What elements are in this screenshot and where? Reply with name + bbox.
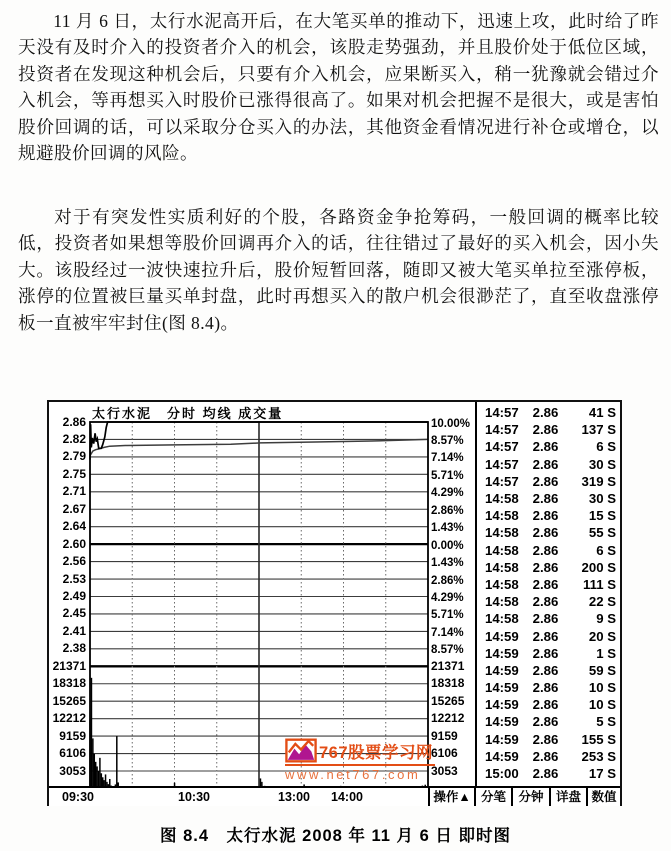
transaction-price: 2.86 [532,748,559,764]
transaction-price: 2.86 [532,662,559,678]
paragraph-1 [18,8,659,166]
transaction-price: 2.86 [532,594,559,610]
net767-logo-icon [285,738,317,763]
transaction-volume: 5 S [596,714,616,730]
percent-axis-label: 8.57% [431,434,464,447]
tab-by-minute[interactable]: 分钟 [511,788,549,806]
transaction-row[interactable] [477,473,622,490]
price-axis-label: 2.49 [62,589,86,603]
transaction-volume: 6 S [596,439,616,455]
volume-axis-label: 12212 [431,711,465,726]
tab-order-detail[interactable]: 详盘 [549,788,586,806]
transaction-time: 14:58 [485,576,519,592]
transaction-volume: 6 S [596,542,616,558]
transaction-price: 2.86 [532,439,559,455]
transaction-volume: 9 S [596,611,616,627]
transaction-time: 14:58 [485,508,519,524]
transaction-volume: 41 S [588,405,616,421]
transaction-time: 14:59 [485,697,519,713]
price-axis-label: 2.75 [62,466,86,481]
transaction-time: 14:57 [485,422,519,438]
transaction-time: 14:58 [485,594,519,610]
transaction-price: 2.86 [532,405,559,421]
transaction-volume: 30 S [588,456,616,472]
figure-caption: 图 8.4 太行水泥 2008 年 11 月 6 日 即时图 [160,827,511,845]
transaction-time: 14:57 [485,473,519,489]
percent-axis-label: 0.00% [431,539,464,552]
transaction-row[interactable] [477,662,622,679]
percent-axis-label: 7.14% [431,452,464,465]
time-axis-label-1030: 10:30 [178,790,210,804]
transaction-volume: 137 S [581,422,616,438]
volume-axis-label: 15265 [52,693,86,708]
transaction-volume: 200 S [581,559,616,575]
volume-bar [91,678,93,791]
volume-axis-label: 9159 [59,728,86,743]
transaction-price: 2.86 [532,542,559,558]
transaction-time: 14:58 [485,611,519,627]
transaction-price: 2.86 [532,559,559,575]
transaction-price: 2.86 [532,611,559,627]
transaction-row[interactable] [477,593,622,610]
transaction-time: 14:59 [485,714,519,730]
transaction-row[interactable] [477,456,622,473]
price-axis-label: 2.56 [62,554,86,569]
transaction-time: 14:57 [485,439,519,455]
transaction-price: 2.86 [532,576,559,592]
volume-axis-label: 6106 [59,746,86,761]
transaction-price: 2.86 [532,508,559,524]
price-axis-label: 2.64 [62,519,86,534]
volume-axis-label: 21371 [52,658,86,673]
volume-axis-label: 9159 [431,728,458,743]
transaction-row[interactable] [477,524,622,541]
transaction-time: 14:58 [485,559,519,575]
action-sort-button[interactable]: 操作▲ [428,788,474,806]
transaction-row[interactable] [477,679,622,696]
transaction-price: 2.86 [532,422,559,438]
transaction-time: 14:59 [485,662,519,678]
transaction-time: 14:58 [485,542,519,558]
volume-bar [92,738,94,791]
transaction-list [475,402,622,786]
percent-axis-label: 7.14% [431,626,464,639]
transaction-volume: 20 S [588,628,616,644]
transaction-row[interactable] [477,542,622,559]
percent-axis-label: 2.86% [431,504,464,517]
transaction-time: 14:59 [485,731,519,747]
tab-values[interactable]: 数值 [586,788,620,806]
transaction-volume: 55 S [588,525,616,541]
percent-axis-label: 8.57% [431,644,464,657]
transaction-volume: 30 S [588,491,616,507]
time-axis-label-0930: 09:30 [62,790,94,804]
transaction-time: 14:58 [485,491,519,507]
percent-axis-label: 5.71% [431,609,464,622]
price-axis-label: 2.71 [62,484,86,499]
time-axis-label-1400: 14:00 [331,790,363,804]
transaction-price: 2.86 [532,731,559,747]
volume-axis-label: 18318 [431,676,465,691]
transaction-volume: 319 S [581,473,616,489]
price-axis-label: 2.82 [62,431,86,446]
transaction-row[interactable] [477,404,622,421]
transaction-row[interactable] [477,731,622,748]
chart-title: 太行水泥 分时 均线 成交量 [92,406,284,421]
chart-bottom-bar [49,786,620,806]
percent-axis-label: 1.43% [431,522,464,535]
transaction-volume: 22 S [588,594,616,610]
transaction-time: 14:59 [485,645,519,661]
price-axis-label: 2.79 [62,449,86,464]
transaction-time: 14:58 [485,525,519,541]
percent-axis-label: 5.71% [431,469,464,482]
transaction-volume: 17 S [588,766,616,782]
transaction-price: 2.86 [532,456,559,472]
transaction-row[interactable] [477,507,622,524]
transaction-price: 2.86 [532,766,559,782]
paragraph-2-text: 对于有突发性实质利好的个股，各路资金争抢筹码，一般回调的概率比较低，投资者如果想等股价回调再介入的话，往往错过了最好的买入机会，因小失大。该股经过一波快速拉升后，股价短暂回落，随即又被大笔买单拉至涨停板，涨停的位置被巨量买单封盘，此时再想买入的散户机会很渺茫了，直至收盘涨停板一直被牢牢封住(图 8.4)。 [18,207,659,333]
price-axis-label: 2.67 [62,501,86,516]
volume-axis-label: 18318 [52,676,86,691]
volume-axis-label: 15265 [431,693,465,708]
transaction-time: 14:57 [485,456,519,472]
volume-bar [116,736,118,791]
transaction-row[interactable] [477,576,622,593]
transaction-price: 2.86 [532,525,559,541]
percent-axis-label: 4.29% [431,592,464,604]
percent-axis-label: 2.86% [431,574,464,587]
transaction-time: 14:59 [485,748,519,764]
transaction-row[interactable] [477,559,622,576]
time-axis-label-1300: 13:00 [278,790,310,804]
transaction-volume: 59 S [588,662,616,678]
volume-axis-label: 21371 [431,658,465,673]
volume-axis-label: 3053 [431,763,458,778]
stock-chart-panel [47,400,622,806]
transaction-row[interactable] [477,645,622,662]
transaction-volume: 155 S [581,731,616,747]
transaction-volume: 10 S [588,680,616,696]
percent-axis-label: 4.29% [431,487,464,500]
transaction-row[interactable] [477,765,622,782]
price-axis-label: 2.60 [62,536,86,551]
transaction-row[interactable] [477,748,622,765]
price-axis-label: 2.53 [62,571,86,586]
transaction-price: 2.86 [532,697,559,713]
transaction-price: 2.86 [532,473,559,489]
volume-axis-label: 12212 [52,711,86,726]
transaction-time: 15:00 [485,766,519,782]
transaction-price: 2.86 [532,628,559,644]
transaction-time: 14:59 [485,680,519,696]
transaction-price: 2.86 [532,645,559,661]
watermark-site-name: 767股票学习网 [319,743,434,762]
transaction-volume: 10 S [588,697,616,713]
transaction-row[interactable] [477,438,622,455]
percent-axis-label: 10.00% [431,417,471,430]
transaction-row[interactable] [477,713,622,730]
transaction-price: 2.86 [532,491,559,507]
watermark [285,738,435,782]
price-axis-label: 2.45 [62,606,86,621]
paragraph-1-text: 11 月 6 日，太行水泥高开后，在大笔买单的推动下，迅速上攻，此时给了昨天没有及时介入的投资者介入的机会，该股走势强劲，并且股价处于低位区域，投资者在发现这种机会后，只要有介入机会，应果断买入，稍一犹豫就会错过介入机会，等再想买入时股价已涨得很高了。如果对机会把握不是很大，或是害怕股价回调的话，可以采取分仓买入的办法，其他资金看情况进行补仓或增仓，以规避股价回调的风险。 [18,11,659,164]
price-axis-label: 2.86 [62,414,86,429]
volume-axis-label: 6106 [431,746,458,761]
paragraph-2 [18,204,659,336]
price-axis-label: 2.41 [62,623,86,638]
transaction-row[interactable] [477,490,622,507]
watermark-title-row [285,738,435,766]
transaction-row[interactable] [477,421,622,438]
transaction-volume: 1 S [596,645,616,661]
price-axis-label: 2.38 [62,641,86,656]
transaction-row[interactable] [477,627,622,644]
transaction-price: 2.86 [532,680,559,696]
transaction-row[interactable] [477,696,622,713]
transaction-price: 2.86 [532,714,559,730]
transaction-time: 14:57 [485,405,519,421]
percent-axis-label: 1.43% [431,557,464,570]
watermark-url: www.net767.com [285,767,421,782]
transaction-time: 14:59 [485,628,519,644]
transaction-volume: 111 S [582,576,616,592]
volume-axis-label: 3053 [59,763,86,778]
tab-by-trade[interactable]: 分笔 [474,788,511,806]
transaction-volume: 253 S [581,748,616,764]
transaction-row[interactable] [477,610,622,627]
transaction-volume: 15 S [588,508,616,524]
